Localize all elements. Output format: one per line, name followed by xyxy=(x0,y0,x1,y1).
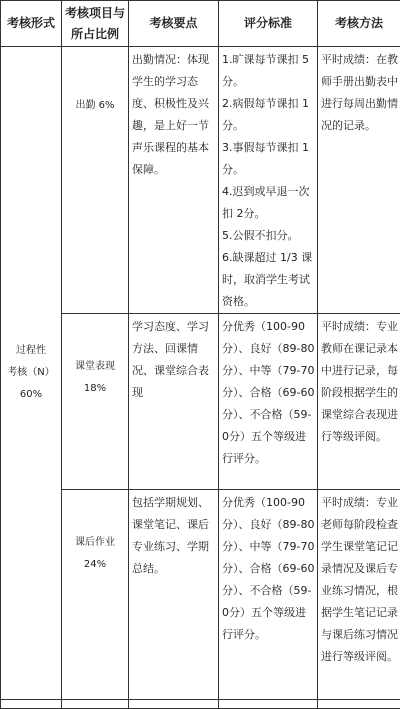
table-row-attendance xyxy=(1,47,400,314)
empty-cell xyxy=(129,700,219,709)
criteria-line: 2.病假每节课扣 1 分。 xyxy=(222,93,315,137)
item-ratio: 24% xyxy=(62,554,128,576)
header-key-points: 考核要点 xyxy=(129,1,219,47)
method-cell: 平时成绩：专业老师每阶段检查学生课堂笔记记录情况及课后专业练习情况，根据学生笔记记录与课后练习情况进行等级评阅。 xyxy=(318,490,400,700)
key-points-cell: 学习态度、学习方法、回课情况、课堂综合表现 xyxy=(129,314,219,490)
header-item-ratio: 考核项目与所占比例 xyxy=(62,1,129,47)
table-row-continuation xyxy=(1,700,400,709)
criteria-line: 6.缺课超过 1/3 课时，取消学生考试资格。 xyxy=(222,247,315,313)
category-cell xyxy=(1,47,62,700)
criteria-line: 5.公假不扣分。 xyxy=(222,225,315,247)
method-cell: 平时成绩：在教师手册出勤表中进行每周出勤情况的记录。 xyxy=(318,47,400,314)
item-cell-homework xyxy=(62,490,129,700)
item-cell-attendance xyxy=(62,47,129,314)
category-line-3: 60% xyxy=(1,384,61,406)
header-row xyxy=(1,1,400,47)
item-label: 课后作业 xyxy=(62,532,128,554)
criteria-line: 4.迟到或早退一次扣 2分。 xyxy=(222,181,315,225)
method-cell: 平时成绩：专业教师在课记录本中进行记录，每阶段根据学生的课堂综合表现进行等级评阅。 xyxy=(318,314,400,490)
criteria-line: 3.事假每节课扣 1 分。 xyxy=(222,137,315,181)
key-points-cell: 出勤情况：体现学生的学习态度、积极性及兴趣，是上好一节声乐课程的基本保障。 xyxy=(129,47,219,314)
header-method: 考核方法 xyxy=(318,1,400,47)
criteria-cell xyxy=(219,47,318,314)
header-criteria: 评分标准 xyxy=(219,1,318,47)
empty-cell xyxy=(219,700,318,709)
item-label: 出勤 6% xyxy=(62,95,128,117)
criteria-cell: 分优秀（100-90分）、良好（89-80分）、中等（79-70分）、合格（69-60分）、不合格（59-0分）五个等级进行评分。 xyxy=(219,490,318,700)
empty-cell xyxy=(1,700,62,709)
key-points-cell: 包括学期规划、课堂笔记、课后专业练习、学期总结。 xyxy=(129,490,219,700)
category-line-1: 过程性 xyxy=(1,340,61,362)
header-category: 考核形式 xyxy=(1,1,62,47)
item-cell-classroom xyxy=(62,314,129,490)
category-line-2: 考核（N） xyxy=(1,362,61,384)
empty-cell xyxy=(62,700,129,709)
criteria-line: 1.旷课每节课扣 5 分。 xyxy=(222,49,315,93)
item-label: 课堂表现 xyxy=(62,356,128,378)
criteria-cell: 分优秀（100-90分）、良好（89-80分）、中等（79-70分）、合格（69-60分）、不合格（59-0分）五个等级进行评分。 xyxy=(219,314,318,490)
item-ratio: 18% xyxy=(62,378,128,400)
empty-cell xyxy=(318,700,400,709)
